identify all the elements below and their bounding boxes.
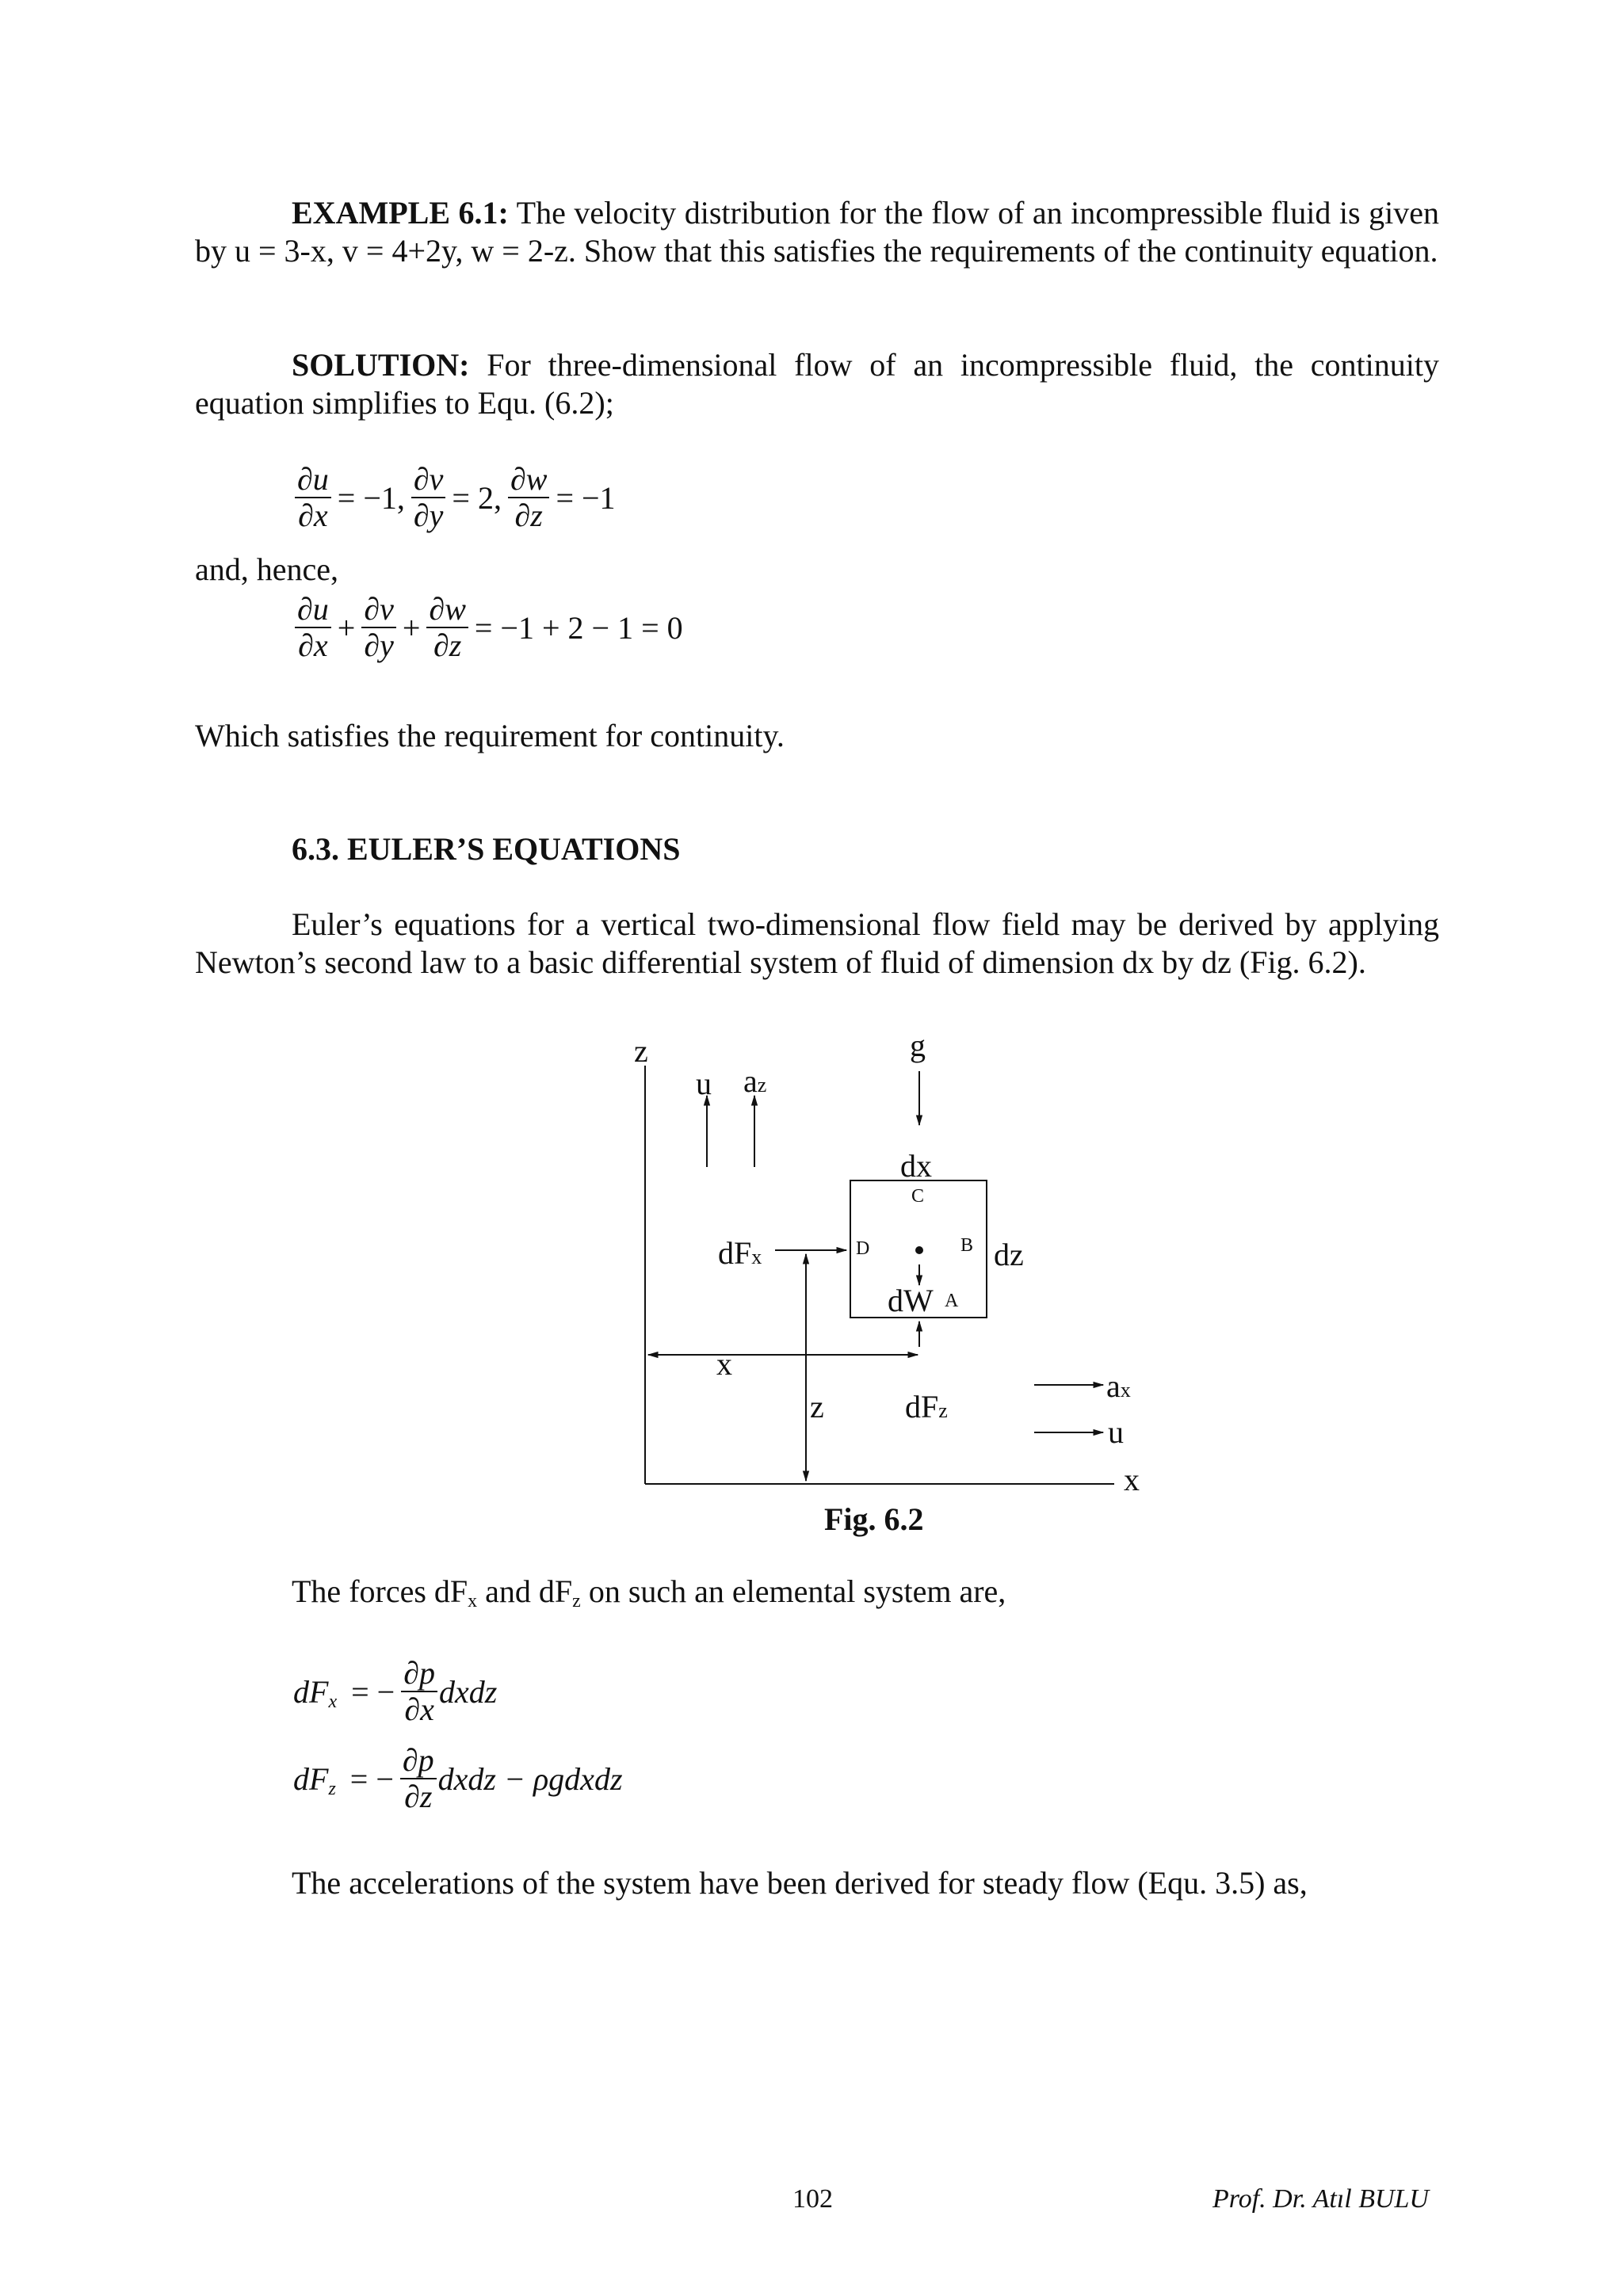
u-right-label: u <box>1108 1414 1124 1450</box>
forces-text: The forces $dF_x$ and $dF_z$ on such an elemental system are, <box>292 1573 1006 1611</box>
example-paragraph <box>195 194 1439 270</box>
dz-label: dz <box>994 1237 1024 1272</box>
corner-a-label: A <box>945 1291 959 1311</box>
dw-label: dW <box>888 1283 934 1318</box>
accelerations-text: The accelerations of the system have been derived for steady flow (Equ. 3.5) as, <box>292 1865 1308 1901</box>
fraction-dv-dy: $\frac{\partial v}{\partial y}$ <box>411 462 446 533</box>
element-center-dot <box>915 1246 923 1254</box>
corner-d-label: D <box>856 1238 870 1259</box>
equation-dfx: $dF_x$ = − $\frac{\partial p}{\partial x}$ dxdz <box>293 1655 498 1727</box>
u-top-label: u <box>696 1066 712 1101</box>
footer-author: Prof. Dr. Atıl BULU <box>1212 2184 1429 2214</box>
solution-text: For three-dimensional flow of an incompressible fluid, the continuity equation simplifies to Equ. (6.2); <box>195 347 1439 421</box>
ax-label: ax <box>1106 1368 1131 1404</box>
and-hence-text: and, hence, <box>195 551 339 587</box>
g-label: g <box>910 1028 926 1063</box>
solution-paragraph <box>195 346 1439 422</box>
corner-c-label: C <box>911 1186 925 1207</box>
solution-heading: SOLUTION: <box>292 347 470 383</box>
dx-label: dx <box>900 1148 932 1184</box>
x-axis-label: x <box>1124 1462 1140 1497</box>
fraction-du-dx: $\frac{\partial u}{\partial x}$ <box>295 462 331 533</box>
fraction-dw-dz: $\frac{\partial w}{\partial z}$ <box>508 462 549 533</box>
corner-b-label: B <box>960 1235 974 1256</box>
example-text: The velocity distribution for the flow of an incompressible fluid is given by u = 3-x, v = 4+2y, w = 2-z. Show that this satisfies the requirements of the continuity equation. <box>195 195 1439 269</box>
continuity-text: Which satisfies the requirement for continuity. <box>195 718 785 753</box>
page-number: 102 <box>792 2184 833 2214</box>
dfx-label: dFx <box>718 1235 762 1271</box>
az-label: az <box>743 1063 767 1099</box>
equation-dfz: $dF_z$ = − $\frac{\partial p}{\partial z}$ dxdz − ρgdxdz <box>293 1742 623 1814</box>
euler-paragraph: Euler’s equations for a vertical two-dimensional flow field may be derived by applying Newton’s second law to a basic differential system of fluid of dimension dx by dz (Fig. 6.2). <box>195 906 1439 980</box>
figure-caption: Fig. 6.2 <box>824 1501 924 1537</box>
dfz-label: dFz <box>905 1389 948 1425</box>
equation-continuity-sum: $\frac{\partial u}{\partial x}$ + $\frac{\partial v}{\partial y}$ + $\frac{\partial w}{\partial z}$ = −1 + 2 − 1 = 0 <box>293 592 688 663</box>
z-dimension-label: z <box>810 1389 824 1425</box>
section-heading: 6.3. EULER’S EQUATIONS <box>292 831 681 867</box>
example-heading: EXAMPLE 6.1: <box>292 195 509 231</box>
z-axis-label: z <box>634 1033 648 1069</box>
equation-partial-derivatives: $\frac{\partial u}{\partial x}$ = −1, $\frac{\partial v}{\partial y}$ = 2, $\frac{\partial w}{\partial z}$ = −1 <box>293 462 621 533</box>
x-dimension-label: x <box>716 1346 732 1382</box>
